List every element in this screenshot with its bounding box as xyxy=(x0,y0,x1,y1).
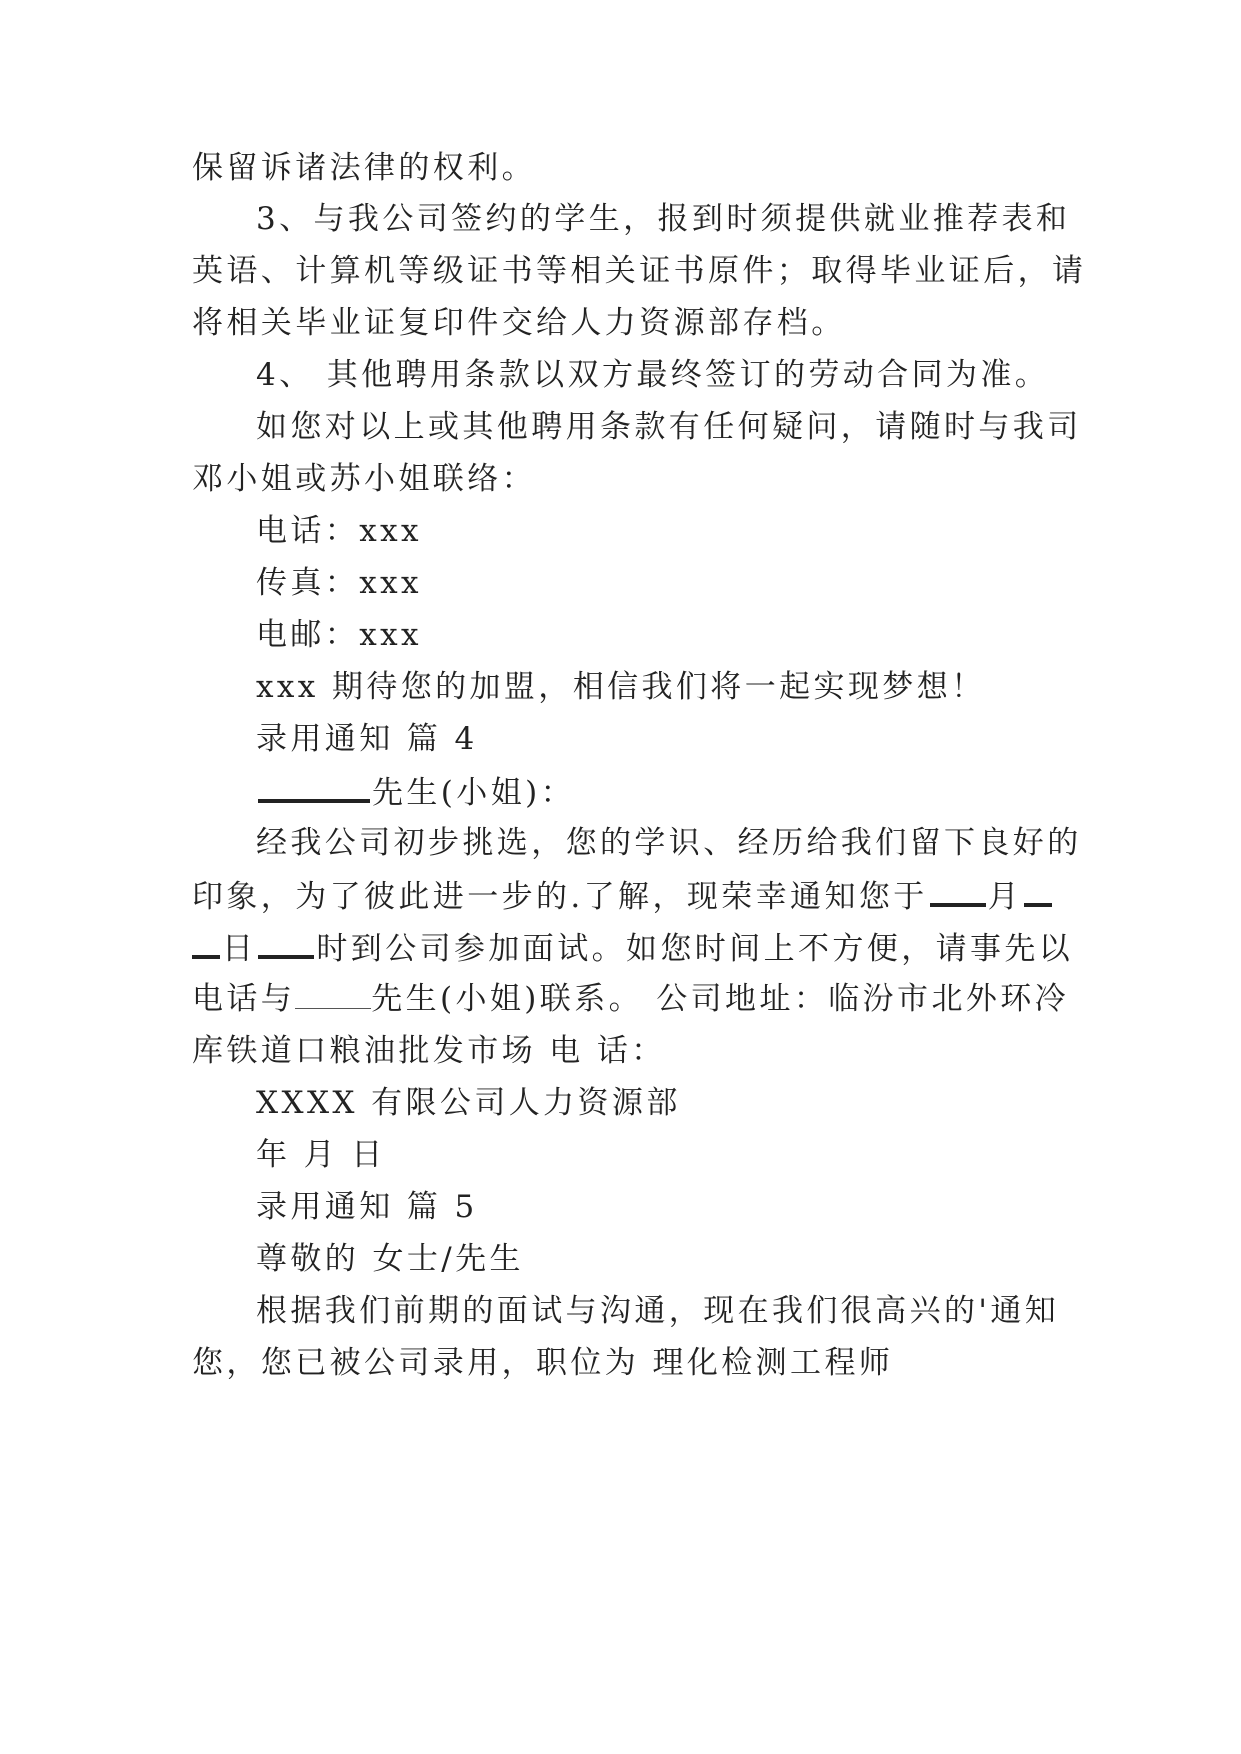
text-line: 邓小姐或苏小姐联络： xyxy=(192,461,536,497)
text-line: 库铁道口粮油批发市场 电 话： xyxy=(192,1033,666,1069)
text-line xyxy=(192,875,1054,917)
text-segment: 日 xyxy=(222,931,257,967)
salutation-suffix: 先生(小姐)： xyxy=(372,775,575,811)
text-line: 根据我们前期的面试与沟通，现在我们很高兴的'通知 xyxy=(256,1293,1060,1329)
text-line: 如您对以上或其他聘用条款有任何疑问，请随时与我司 xyxy=(256,409,1082,445)
text-line: 您，您已被公司录用，职位为 理化检测工程师 xyxy=(192,1345,894,1381)
text-segment: 月 xyxy=(987,879,1023,915)
day-blank-start xyxy=(1024,875,1052,907)
section-heading: 录用通知 篇 4 xyxy=(256,721,478,757)
contact-blank xyxy=(295,980,371,1009)
text-segment: 印象，为了彼此进一步的.了解，现荣幸通知您于 xyxy=(192,879,928,915)
hour-blank xyxy=(258,927,314,959)
text-line: 将相关毕业证复印件交给人力资源部存档。 xyxy=(192,305,846,341)
text-line: 保留诉诸法律的权利。 xyxy=(192,150,536,186)
text-line: 4、 其他聘用条款以双方最终签订的劳动合同为准。 xyxy=(256,357,1050,393)
salutation-line xyxy=(256,771,575,813)
text-line: 英语、计算机等级证书等相关证书原件；取得毕业证后，请 xyxy=(192,253,1087,289)
fax-line: 传真：xxx xyxy=(256,565,422,601)
text-line: 3、与我公司签约的学生，报到时须提供就业推荐表和 xyxy=(256,201,1071,237)
text-segment: 时到公司参加面试。如您时间上不方便，请事先以 xyxy=(316,931,1074,967)
text-line: xxx 期待您的加盟，相信我们将一起实现梦想！ xyxy=(256,669,986,705)
salutation-line: 尊敬的 女士/先生 xyxy=(256,1241,524,1277)
company-signature: XXXX 有限公司人力资源部 xyxy=(256,1085,681,1121)
text-segment: 先生(小姐)联系。 公司地址：临汾市北外环冷 xyxy=(371,981,1070,1017)
email-line: 电邮：xxx xyxy=(256,617,422,653)
phone-line: 电话：xxx xyxy=(256,513,422,549)
text-line xyxy=(192,927,1073,969)
day-blank-end xyxy=(192,927,220,959)
name-blank xyxy=(258,771,370,803)
month-blank xyxy=(930,875,986,907)
text-segment: 电话与 xyxy=(192,981,296,1017)
text-line xyxy=(192,979,1069,1019)
section-heading: 录用通知 篇 5 xyxy=(256,1189,478,1225)
text-line: 经我公司初步挑选，您的学识、经历给我们留下良好的 xyxy=(256,825,1082,861)
date-line: 年 月 日 xyxy=(256,1137,386,1173)
